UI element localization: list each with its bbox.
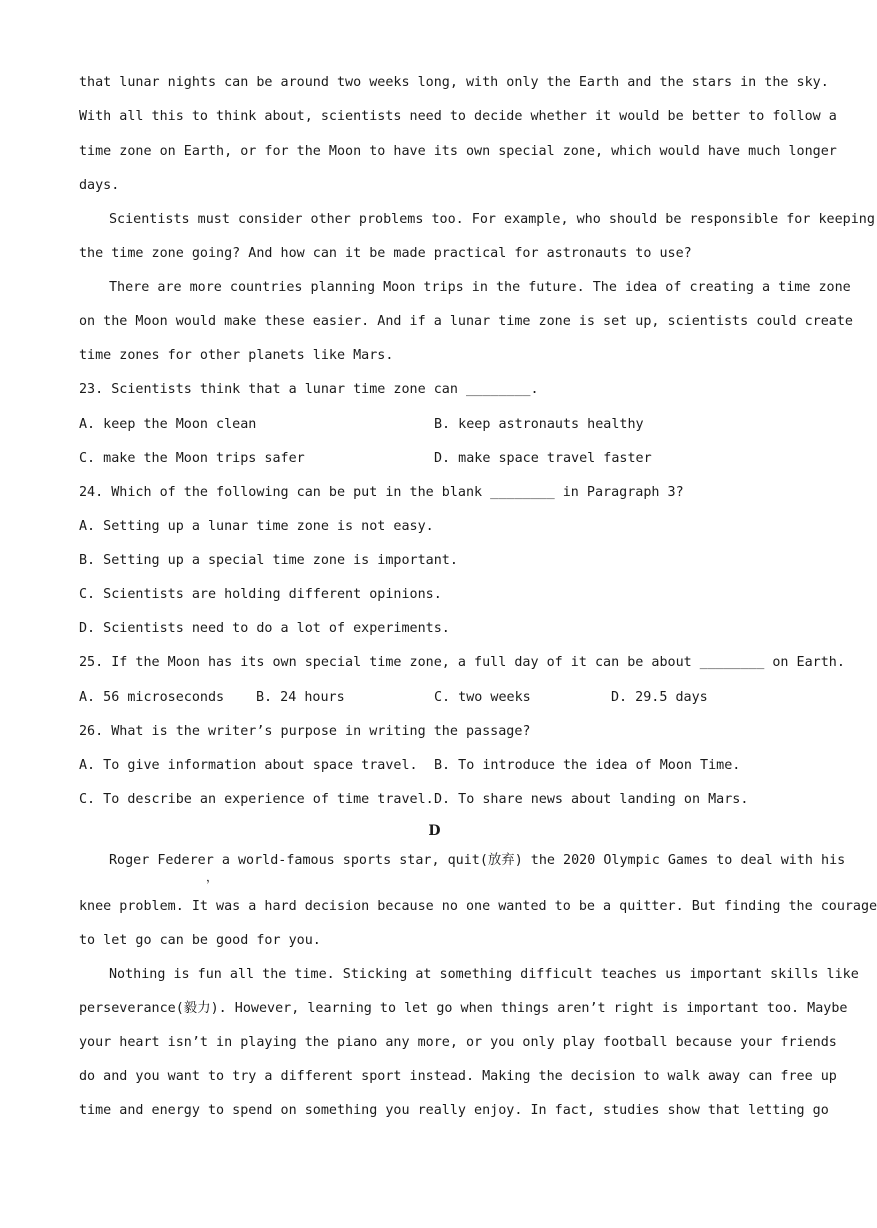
passage-line: on the Moon would make these easier. And if a lunar time zone is set up, scientists could create [79, 314, 853, 329]
passage-line: that lunar nights can be around two weeks long, with only the Earth and the stars in the sky. [79, 75, 829, 90]
answer-option: A. To give information about space travel. [79, 758, 418, 773]
answer-option: C. Scientists are holding different opinions. [79, 587, 442, 602]
answer-option: D. To share news about landing on Mars. [434, 792, 749, 807]
passage-line: Scientists must consider other problems too. For example, who should be responsible for keeping [109, 212, 875, 227]
passage-line: perseverance(毅力). However, learning to let go when things aren’t right is important too. Maybe [79, 1001, 848, 1016]
passage-line: time zones for other planets like Mars. [79, 348, 394, 363]
answer-option: C. two weeks [434, 690, 531, 705]
answer-option: C. make the Moon trips safer [79, 451, 305, 466]
answer-option: B. 24 hours [256, 690, 345, 705]
passage-line: do and you want to try a different sport instead. Making the decision to walk away can free up [79, 1069, 837, 1084]
comma-mark: ， [206, 870, 219, 884]
answer-option: D. Scientists need to do a lot of experiments. [79, 621, 450, 636]
passage-line: your heart isn’t in playing the piano any more, or you only play football because your friends [79, 1035, 837, 1050]
passage-line: time and energy to spend on something you really enjoy. In fact, studies show that letting go [79, 1103, 829, 1118]
passage-line: to let go can be good for you. [79, 933, 321, 948]
answer-option: A. keep the Moon clean [79, 417, 257, 432]
answer-option: D. make space travel faster [434, 451, 652, 466]
answer-option: A. Setting up a lunar time zone is not easy. [79, 519, 434, 534]
answer-option: D. 29.5 days [611, 690, 708, 705]
answer-option: C. To describe an experience of time travel. [79, 792, 434, 807]
question-stem: 23. Scientists think that a lunar time zone can ________. [79, 382, 539, 397]
answer-option: A. 56 microseconds [79, 690, 225, 705]
question-stem: 24. Which of the following can be put in the blank ________ in Paragraph 3? [79, 485, 684, 500]
passage-line: days. [79, 178, 120, 193]
passage-line: time zone on Earth, or for the Moon to have its own special zone, which would have much longer [79, 144, 837, 159]
section-title: D [428, 823, 441, 839]
passage-line: the time zone going? And how can it be made practical for astronauts to use? [79, 246, 692, 261]
passage-line: Roger Federer a world-famous sports star, quit(放弃) the 2020 Olympic Games to deal with his [109, 853, 846, 868]
answer-option: B. Setting up a special time zone is important. [79, 553, 458, 568]
answer-option: B. keep astronauts healthy [434, 417, 644, 432]
question-stem: 25. If the Moon has its own special time zone, a full day of it can be about ________ on Earth. [79, 655, 845, 670]
answer-option: B. To introduce the idea of Moon Time. [434, 758, 741, 773]
passage-line: knee problem. It was a hard decision because no one wanted to be a quitter. But finding the courage [79, 899, 877, 914]
passage-line: There are more countries planning Moon trips in the future. The idea of creating a time zone [109, 280, 851, 295]
passage-line: With all this to think about, scientists need to decide whether it would be better to follow a [79, 109, 837, 124]
question-stem: 26. What is the writer’s purpose in writing the passage? [79, 724, 531, 739]
passage-line: Nothing is fun all the time. Sticking at something difficult teaches us important skills like [109, 967, 859, 982]
